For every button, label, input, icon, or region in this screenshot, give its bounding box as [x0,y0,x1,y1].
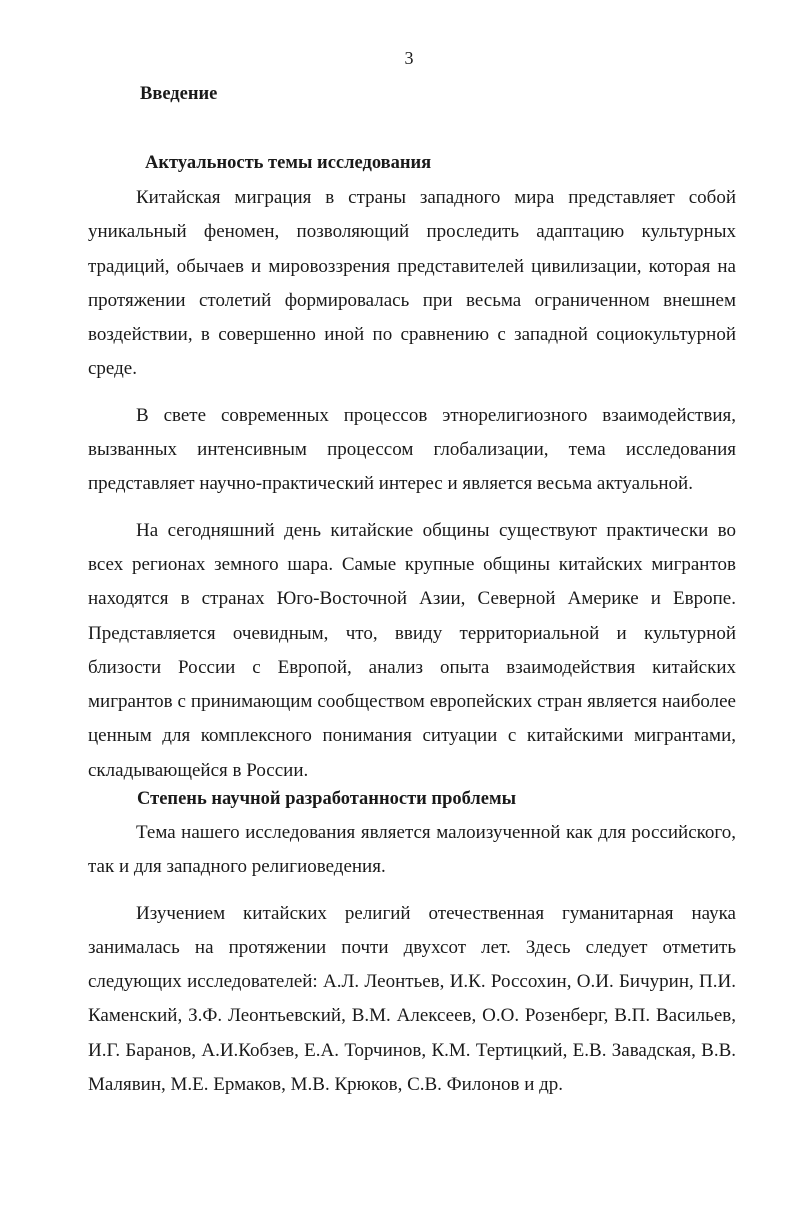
section-title: Введение [140,84,218,104]
page-number: 3 [404,48,414,68]
paragraph: На сегодняшний день китайские общины существуют практически во всех регионах земного шара. Самые крупные общины китайских мигрантов находятся в странах Юго-Восточной Азии, Северной Америке и Европе. Представляется очевидным, что, ввиду территориальной и культурной близости России с Европой, анализ опыта взаимодействия китайских мигрантов с принимающим сообществом европейских стран является наиболее ценным для комплексного понимания ситуации с китайскими мигрантами, складывающейся в России. [88,519,736,781]
paragraph: В свете современных процессов этнорелигиозного взаимодействия, вызванных интенсивным процессом глобализации, тема исследования представляет научно-практический интерес и является весьма актуальной. [88,404,736,495]
paragraph: Китайская миграция в страны западного мира представляет собой уникальный феномен, позволяющий проследить адаптацию культурных традиций, обычаев и мировоззрения представителей цивилизации, которая на протяжении столетий формировалась при весьма ограниченном внешнем воздействии, в совершенно иной по сравнению с западной социокультурной среде. [88,187,736,380]
subsection-title-relevance: Актуальность темы исследования [145,153,432,173]
research-degree-text [88,816,736,1102]
relevance-text [88,181,736,788]
subsection-title-research-degree: Степень научной разработанности проблемы [137,789,517,809]
paragraph: Изучением китайских религий отечественная гуманитарная наука занималась на протяжении почти двухсот лет. Здесь следует отметить следующих исследователей: А.Л. Леонтьев, И.К. Россохин, О.И. Бичурин, П.И. Каменский, З.Ф. Леонтьевский, В.М. Алексеев, О.О. Розенберг, В.П. Васильев, И.Г. Баранов, А.И.Кобзев, Е.А. Торчинов, К.М. Тертицкий, Е.В. Завадская, В.В. Малявин, М.Е. Ермаков, М.В. Крюков, С.В. Филонов и др. [88,902,736,1096]
paragraph: Тема нашего исследования является малоизученной как для российского, так и для западного религиоведения. [88,822,736,878]
